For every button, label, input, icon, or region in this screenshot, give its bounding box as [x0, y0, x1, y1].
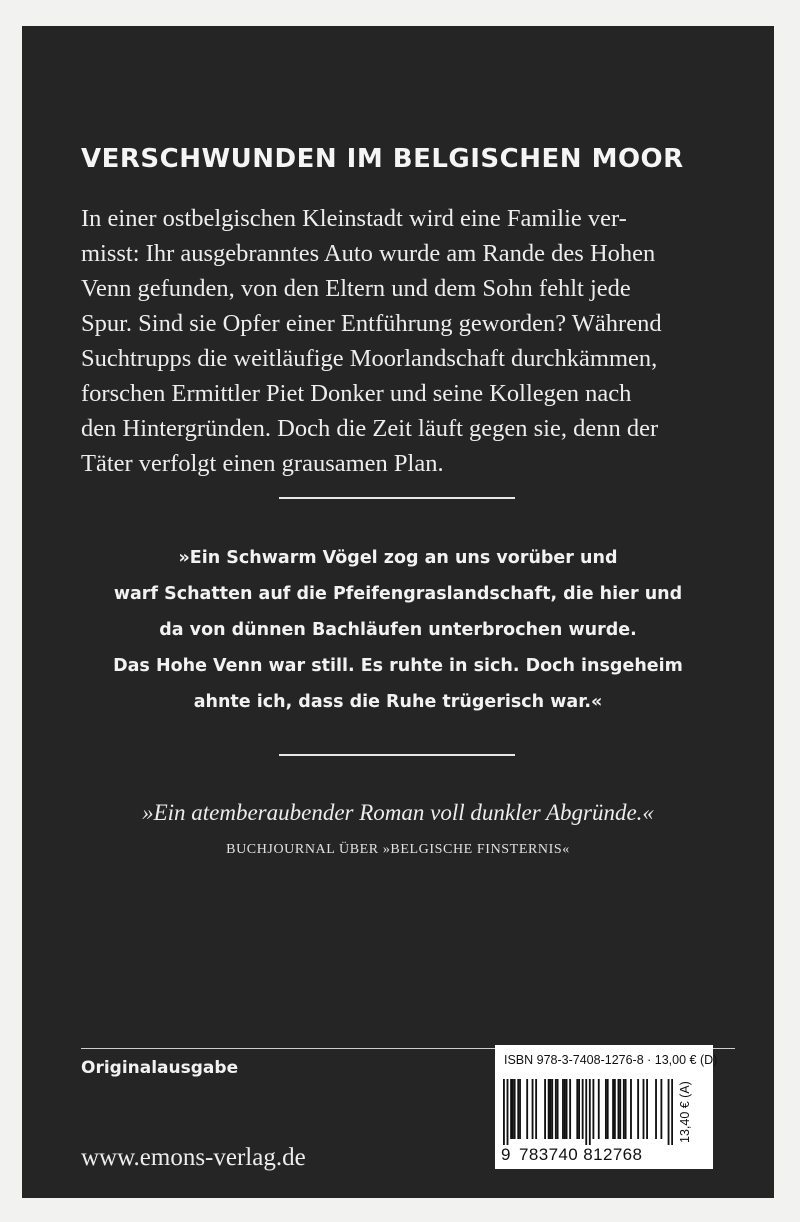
barcode-panel — [495, 1045, 718, 1169]
barcode-bar — [532, 1079, 534, 1139]
divider-rule — [279, 497, 515, 499]
excerpt-line: da von dünnen Bachläufen unterbrochen wurde. — [159, 620, 637, 640]
barcode-bar — [512, 1079, 514, 1139]
barcode-bar — [660, 1079, 662, 1139]
excerpt-line: »Ein Schwarm Vögel zog an uns vorüber und — [178, 548, 618, 568]
excerpt-quote — [62, 540, 734, 720]
barcode-bar — [569, 1079, 571, 1139]
blurb-line: den Hintergründen. Doch die Zeit läuft gegen sie, denn der — [81, 415, 659, 442]
barcode-bar — [668, 1079, 670, 1145]
barcode-bar — [614, 1079, 616, 1139]
barcode-bar — [592, 1079, 594, 1139]
barcode-bar — [551, 1079, 553, 1139]
barcode-bar — [619, 1079, 621, 1139]
publisher-website: www.emons-verlag.de — [81, 1144, 306, 1171]
barcode-bar — [555, 1079, 557, 1139]
barcode-bar — [519, 1079, 521, 1139]
excerpt-line: Das Hohe Venn war still. Es ruhte in sich. Doch insgeheim — [113, 656, 683, 676]
barcode-bar — [655, 1079, 657, 1139]
blurb-line: Täter verfolgt einen grausamen Plan. — [81, 450, 444, 477]
blurb-line: Spur. Sind sie Opfer einer Entführung geworden? Während — [81, 310, 662, 337]
excerpt-line: warf Schatten auf die Pfeifengraslandschaft, die hier und — [113, 584, 683, 604]
barcode-bar — [618, 1079, 620, 1139]
barcode-bar — [578, 1079, 580, 1139]
barcode-bar — [510, 1079, 512, 1139]
price-austria: 13,40 € (A) — [678, 1081, 692, 1143]
barcode-bar — [671, 1079, 673, 1145]
barcode-bar — [566, 1079, 568, 1139]
barcode-bar — [625, 1079, 627, 1139]
barcode-bar — [564, 1079, 566, 1139]
barcode-bar — [517, 1079, 519, 1139]
barcode-bar — [582, 1079, 584, 1139]
ean-first-digit: 9 — [501, 1145, 511, 1164]
blurb-text — [81, 201, 717, 481]
barcode-bar — [589, 1079, 591, 1145]
barcode-bar — [630, 1079, 632, 1139]
barcode-bar — [557, 1079, 559, 1139]
barcode-bar — [607, 1079, 609, 1139]
barcode-bar — [507, 1079, 509, 1145]
review-quote: »Ein atemberaubender Roman voll dunkler Abgründe.« — [142, 800, 654, 825]
excerpt-line: ahnte ich, dass die Ruhe trügerisch war.« — [193, 692, 603, 712]
barcode-bar — [544, 1079, 546, 1139]
blurb-line: forschen Ermittler Piet Donker und seine Kollegen nach — [81, 380, 632, 407]
barcode-bar — [562, 1079, 564, 1139]
barcode-bar — [548, 1079, 550, 1139]
back-cover — [22, 26, 774, 1198]
ean-barcode — [503, 1079, 673, 1145]
barcode-bar — [612, 1079, 614, 1139]
divider-rule — [279, 754, 515, 756]
ean-digits: 783740 812768 — [519, 1145, 643, 1164]
barcode-bar — [623, 1079, 625, 1139]
barcode-bar — [643, 1079, 645, 1139]
barcode-bar — [526, 1079, 528, 1139]
barcode-bar — [514, 1079, 516, 1139]
review-source: BUCHJOURNAL ÜBER »BELGISCHE FINSTERNIS« — [226, 842, 570, 857]
blurb-line: misst: Ihr ausgebranntes Auto wurde am Rande des Hohen — [81, 240, 656, 267]
blurb-line: Venn gefunden, von den Eltern und dem Sohn fehlt jede — [81, 275, 631, 302]
barcode-bar — [550, 1079, 552, 1139]
blurb-line: In einer ostbelgischen Kleinstadt wird eine Familie ver- — [81, 205, 627, 232]
barcode-bar — [598, 1079, 600, 1139]
barcode-bar — [535, 1079, 537, 1139]
barcode-bar — [605, 1079, 607, 1139]
blurb-line: Suchtrupps die weitläufige Moorlandschaft durchkämmen, — [81, 345, 658, 372]
barcode-bar — [503, 1079, 505, 1145]
barcode-bar — [585, 1079, 587, 1145]
barcode-bar — [637, 1079, 639, 1139]
barcode-bar — [576, 1079, 578, 1139]
barcode-bar — [646, 1079, 648, 1139]
headline: VERSCHWUNDEN IM BELGISCHEN MOOR — [81, 144, 684, 174]
edition-label: Originalausgabe — [81, 1058, 239, 1078]
isbn-price-line: ISBN 978-3-7408-1276-8 · 13,00 € (D) — [504, 1053, 718, 1067]
